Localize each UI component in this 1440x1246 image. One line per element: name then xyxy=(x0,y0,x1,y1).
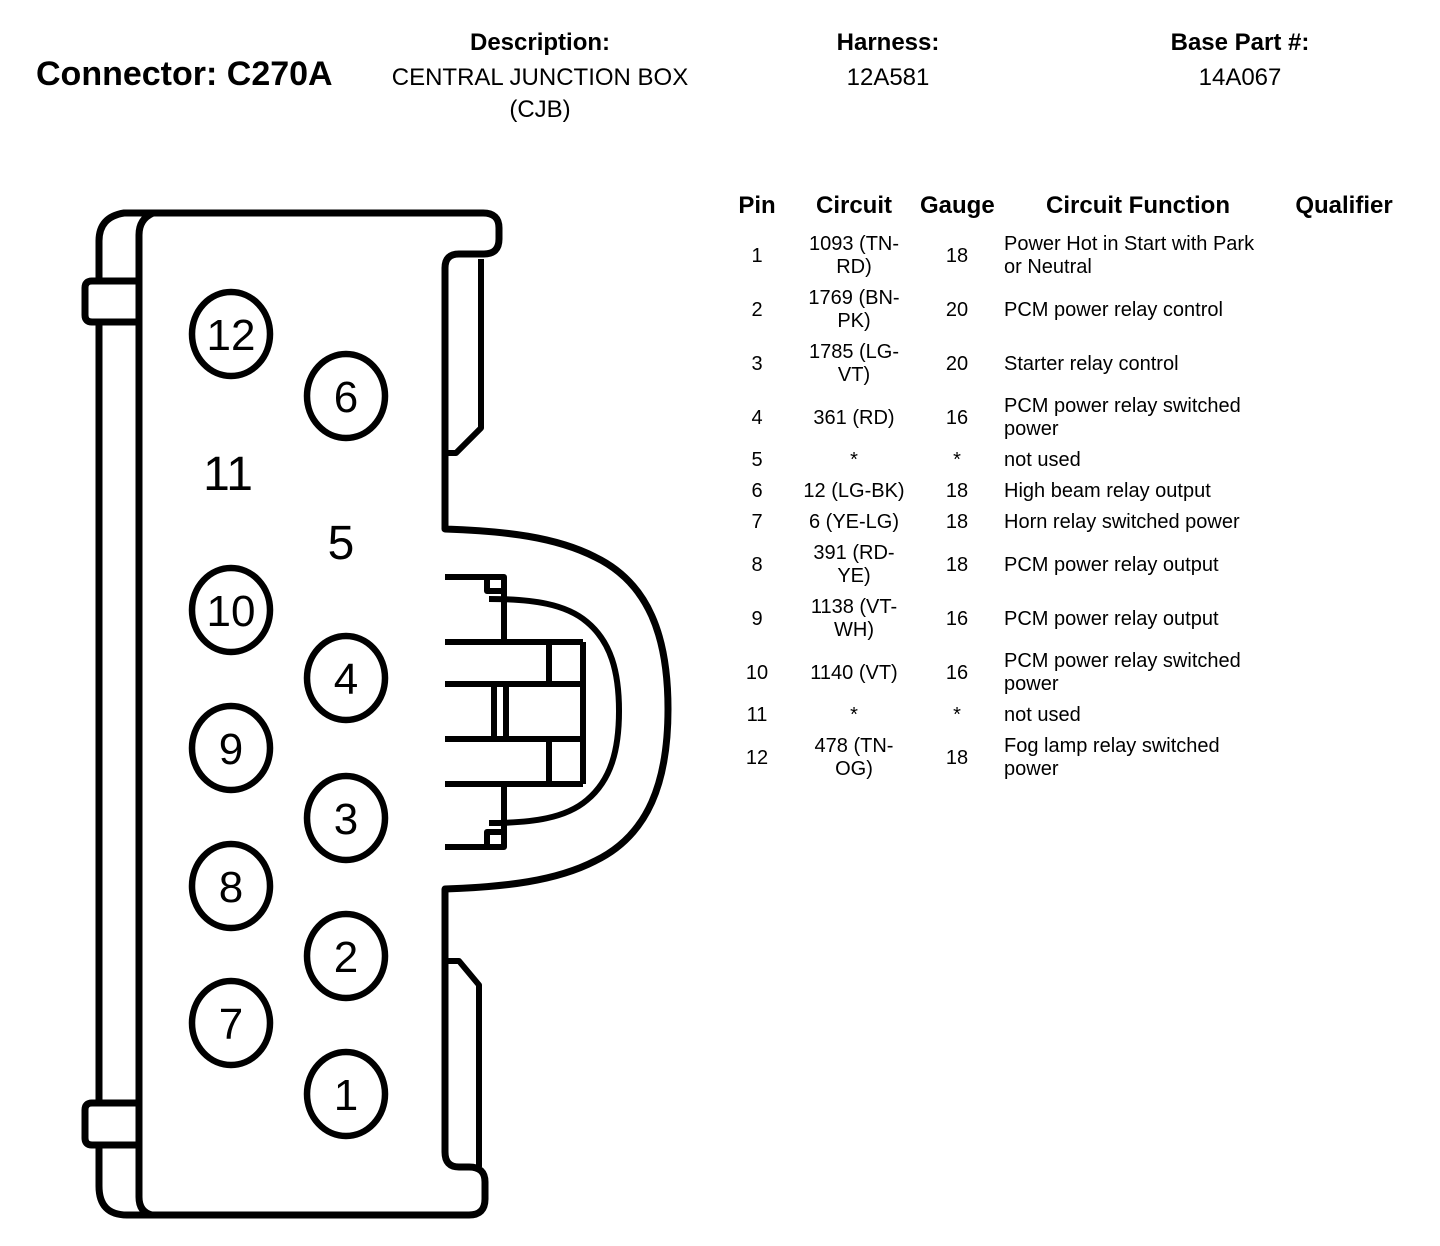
circuit-cell: * xyxy=(850,449,858,471)
base-part-block xyxy=(1138,28,1342,94)
circuit-function-cell: PCM power relay output xyxy=(1004,607,1219,630)
circuit-cell: * xyxy=(850,704,858,726)
pin-11-label: 11 xyxy=(203,448,253,501)
table-header-row xyxy=(726,192,1416,220)
base-part-label: Base Part #: xyxy=(1170,29,1310,56)
circuit-function-cell: PCM power relay control xyxy=(1004,298,1223,321)
connector-upper-slot xyxy=(445,259,481,453)
pin-cell: 11 xyxy=(746,704,768,726)
pin-cavities xyxy=(192,292,385,1136)
pin-cell: 12 xyxy=(745,746,769,769)
circuit-cell: 6 (YE-LG) xyxy=(808,511,900,533)
circuit-cell: 1093 (TN-RD) xyxy=(808,233,900,278)
circuit-cell: 1138 (VT-WH) xyxy=(810,596,898,641)
pin-cell: 8 xyxy=(751,553,763,576)
table-row xyxy=(726,646,1416,700)
pin-10-label: 10 xyxy=(206,587,256,636)
table-body xyxy=(726,229,1416,785)
table-row xyxy=(726,507,1416,538)
gauge-cell: 20 xyxy=(945,298,969,321)
gauge-cell: 18 xyxy=(945,244,969,267)
circuit-function-cell: Starter relay control xyxy=(1004,352,1179,375)
column-header-circuit: Circuit xyxy=(815,192,892,219)
pin-9-label: 9 xyxy=(218,725,244,774)
pinout-table xyxy=(726,192,1416,785)
column-header-function: Circuit Function xyxy=(1046,192,1230,219)
circuit-function-cell: PCM power relay output xyxy=(1004,553,1219,576)
circuit-function-cell: not used xyxy=(1004,449,1081,471)
harness-block xyxy=(808,28,968,94)
gauge-cell: * xyxy=(953,449,961,471)
description-label: Description: xyxy=(469,29,610,56)
description-value: CENTRAL JUNCTION BOX (CJB) xyxy=(391,64,689,123)
circuit-cell: 1769 (BN-PK) xyxy=(808,287,900,332)
latch-center-bar xyxy=(445,684,583,739)
table-row xyxy=(726,476,1416,507)
circuit-function-cell: PCM power relay switched power xyxy=(1004,395,1241,440)
circuit-cell: 1140 (VT) xyxy=(810,661,898,684)
pin-1-label: 1 xyxy=(333,1071,359,1120)
circuit-cell: 12 (LG-BK) xyxy=(803,480,905,502)
connector-lower-slot xyxy=(445,961,479,1167)
gauge-cell: 16 xyxy=(945,661,969,684)
table-row xyxy=(726,592,1416,646)
gauge-cell: 16 xyxy=(945,406,969,429)
circuit-function-cell: not used xyxy=(1004,704,1081,726)
circuit-function-cell: Horn relay switched power xyxy=(1004,511,1240,533)
latch-channel xyxy=(504,642,583,784)
pin-cell: 4 xyxy=(751,406,763,429)
connector-inner-wall xyxy=(139,213,153,1215)
circuit-cell: 391 (RD-YE) xyxy=(813,542,895,587)
gauge-cell: 18 xyxy=(945,480,969,502)
gauge-cell: 20 xyxy=(945,352,969,375)
table-row xyxy=(726,731,1416,785)
column-header-pin: Pin xyxy=(738,192,776,219)
pin-cell: 9 xyxy=(751,607,763,630)
circuit-cell: 478 (TN-OG) xyxy=(814,735,894,780)
table-row xyxy=(726,391,1416,445)
table-row xyxy=(726,229,1416,283)
circuit-function-cell: Power Hot in Start with Park or Neutral xyxy=(1004,233,1255,278)
pin-cell: 7 xyxy=(751,511,763,533)
gauge-cell: 16 xyxy=(945,607,969,630)
connector-upper-rib xyxy=(85,281,137,322)
circuit-function-cell: High beam relay output xyxy=(1004,480,1211,502)
harness-label: Harness: xyxy=(836,29,940,56)
circuit-function-cell: PCM power relay switched power xyxy=(1004,650,1241,695)
pin-cell: 5 xyxy=(751,449,763,471)
harness-value: 12A581 xyxy=(846,64,930,91)
pin-cell: 6 xyxy=(751,480,763,502)
table-row xyxy=(726,538,1416,592)
pin-8-label: 8 xyxy=(218,863,244,912)
latch-lower-clip xyxy=(445,784,504,847)
pin-cell: 2 xyxy=(751,298,763,321)
pin-2-label: 2 xyxy=(333,933,359,982)
latch-upper-clip xyxy=(445,577,504,642)
gauge-cell: 18 xyxy=(945,553,969,576)
table-row xyxy=(726,283,1416,337)
circuit-cell: 361 (RD) xyxy=(813,406,895,429)
column-header-gauge: Gauge xyxy=(920,192,995,219)
pin-3-label: 3 xyxy=(333,795,359,844)
connector-title: Connector: C270A xyxy=(36,55,333,93)
pin-6-label: 6 xyxy=(333,373,359,422)
pin-cell: 3 xyxy=(751,352,763,375)
pin-12-label: 12 xyxy=(206,311,256,360)
circuit-cell: 1785 (LG-VT) xyxy=(808,341,900,386)
circuit-function-cell: Fog lamp relay switched power xyxy=(1004,735,1220,780)
base-part-value: 14A067 xyxy=(1198,64,1282,91)
gauge-cell: * xyxy=(953,704,961,726)
pin-7-label: 7 xyxy=(218,1000,244,1049)
gauge-cell: 18 xyxy=(945,511,969,533)
pin-4-label: 4 xyxy=(333,655,359,704)
column-header-qualifier: Qualifier xyxy=(1295,192,1393,219)
pin-cell: 1 xyxy=(751,244,763,267)
table-row xyxy=(726,337,1416,391)
table-row xyxy=(726,445,1416,476)
connector-lower-rib xyxy=(85,1103,137,1145)
gauge-cell: 18 xyxy=(945,746,969,769)
pin-5-label: 5 xyxy=(327,517,355,570)
pin-cell: 10 xyxy=(745,661,769,684)
table-row xyxy=(726,700,1416,731)
